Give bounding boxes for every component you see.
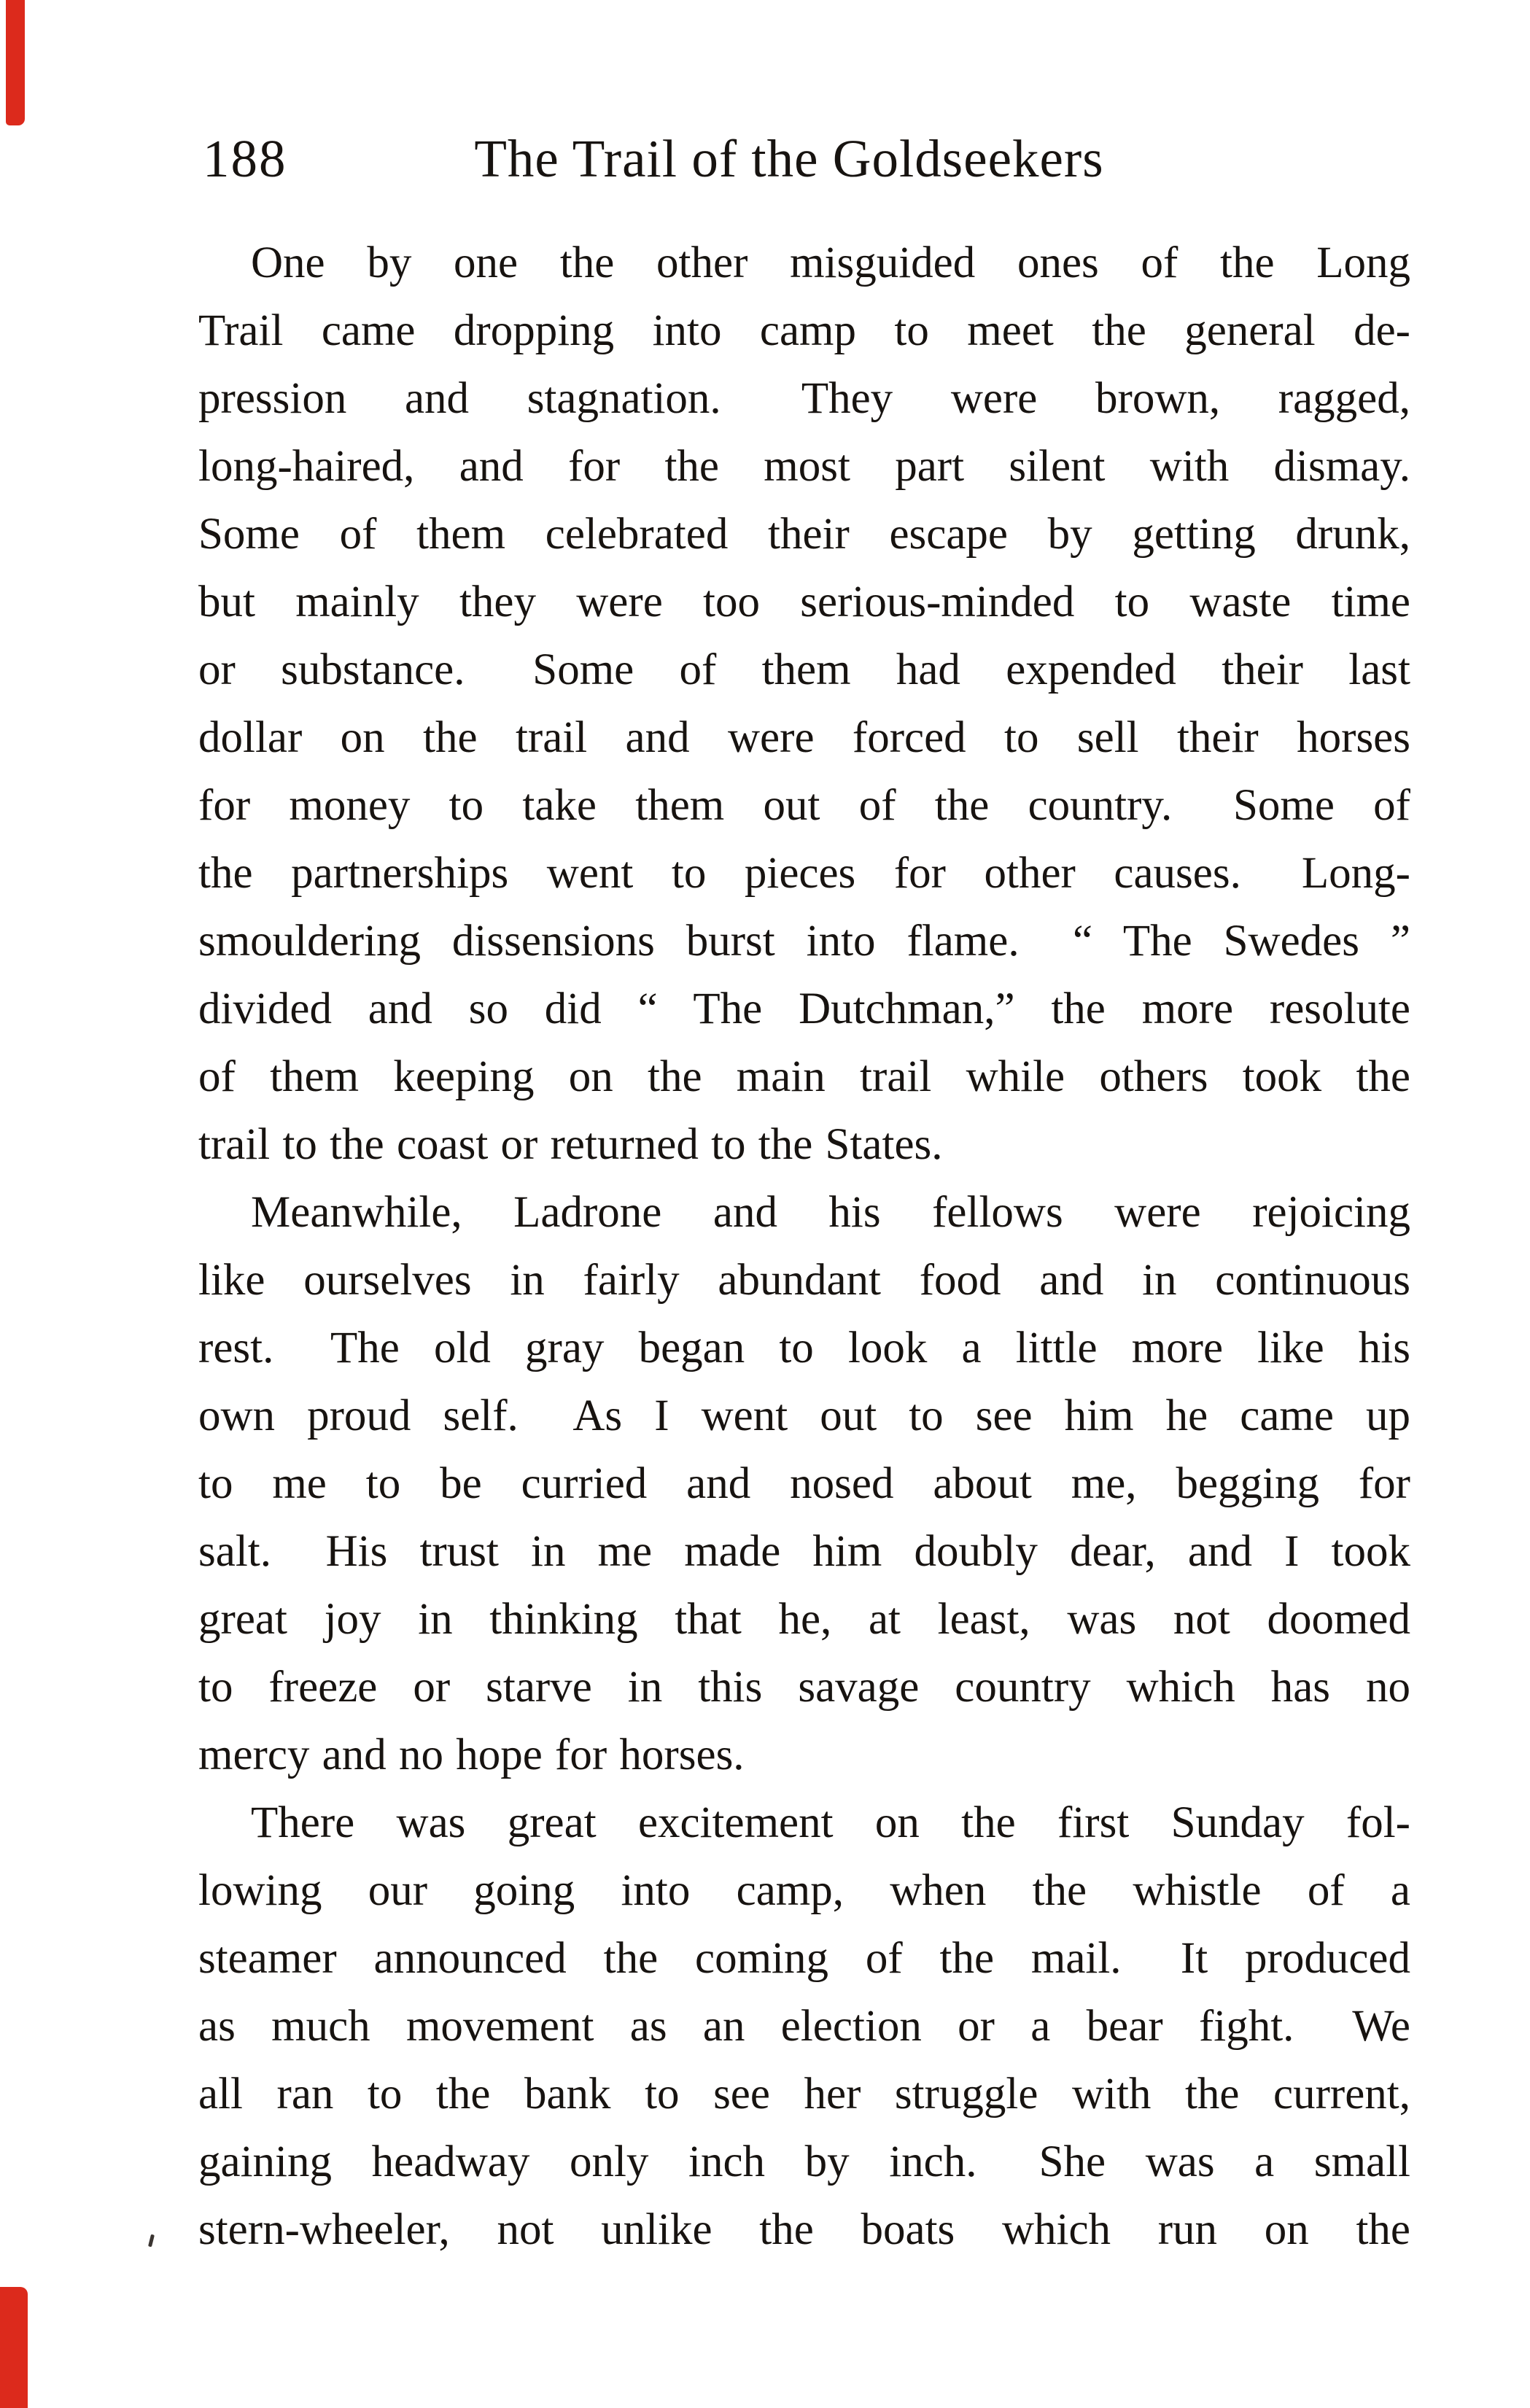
text-line: There was great excitement on the first Sunday fol- bbox=[251, 1798, 1410, 1847]
ink-speck-artifact bbox=[148, 2234, 155, 2248]
text-line: stern-wheeler, not unlike the boats which run on the bbox=[198, 2205, 1410, 2254]
text-line: trail to the coast or returned to the States. bbox=[198, 1120, 943, 1169]
text-line: Trail came dropping into camp to meet the general de- bbox=[198, 306, 1410, 355]
text-line: lowing our going into camp, when the whistle of a bbox=[198, 1866, 1410, 1915]
text-line: as much movement as an election or a bear fight. We bbox=[198, 2002, 1410, 2051]
text-line: mercy and no hope for horses. bbox=[198, 1731, 745, 1779]
text-line: One by one the other misguided ones of the Long bbox=[251, 238, 1410, 287]
paragraph-3 bbox=[198, 1789, 1410, 2264]
text-line: own proud self. As I went out to see him he came up bbox=[198, 1391, 1410, 1440]
text-line: pression and stagnation. They were brown, ragged, bbox=[198, 374, 1410, 423]
paragraph-1 bbox=[198, 229, 1410, 1178]
text-line: like ourselves in fairly abundant food and in continuous bbox=[198, 1256, 1410, 1305]
running-header bbox=[198, 128, 1409, 190]
text-line: rest. The old gray began to look a little more like his bbox=[198, 1324, 1410, 1372]
text-line: of them keeping on the main trail while others took the bbox=[198, 1052, 1410, 1101]
text-line: for money to take them out of the country. Some of bbox=[198, 781, 1410, 830]
body-text bbox=[198, 229, 1410, 2264]
text-line: salt. His trust in me made him doubly dear, and I took bbox=[198, 1527, 1410, 1576]
text-line: the partnerships went to pieces for other causes. Long- bbox=[198, 849, 1410, 898]
red-scan-edge-bottom bbox=[0, 2287, 28, 2408]
text-line: smouldering dissensions burst into flame. “ The Swedes ” bbox=[198, 917, 1410, 966]
text-line: gaining headway only inch by inch. She was a small bbox=[198, 2137, 1410, 2186]
text-line: steamer announced the coming of the mail. It produced bbox=[198, 1934, 1410, 1983]
text-line: Meanwhile, Ladrone and his fellows were rejoicing bbox=[251, 1188, 1410, 1237]
text-line: or substance. Some of them had expended their last bbox=[198, 645, 1410, 694]
paragraph-2 bbox=[198, 1178, 1410, 1789]
text-line: but mainly they were too serious-minded to waste time bbox=[198, 578, 1410, 626]
text-line: to freeze or starve in this savage country which has no bbox=[198, 1663, 1410, 1712]
text-line: Some of them celebrated their escape by getting drunk, bbox=[198, 510, 1410, 559]
text-line: divided and so did “ The Dutchman,” the more resolute bbox=[198, 984, 1410, 1033]
page-number: 188 bbox=[203, 129, 287, 188]
text-line: dollar on the trail and were forced to sell their horses bbox=[198, 713, 1410, 762]
page-title: The Trail of the Goldseekers bbox=[474, 129, 1104, 188]
text-line: to me to be curried and nosed about me, begging for bbox=[198, 1459, 1410, 1508]
text-line: long-haired, and for the most part silent with dismay. bbox=[198, 442, 1410, 491]
red-scan-edge-top bbox=[6, 0, 25, 125]
text-line: all ran to the bank to see her struggle with the current, bbox=[198, 2070, 1410, 2118]
text-line: great joy in thinking that he, at least, was not doomed bbox=[198, 1595, 1410, 1644]
